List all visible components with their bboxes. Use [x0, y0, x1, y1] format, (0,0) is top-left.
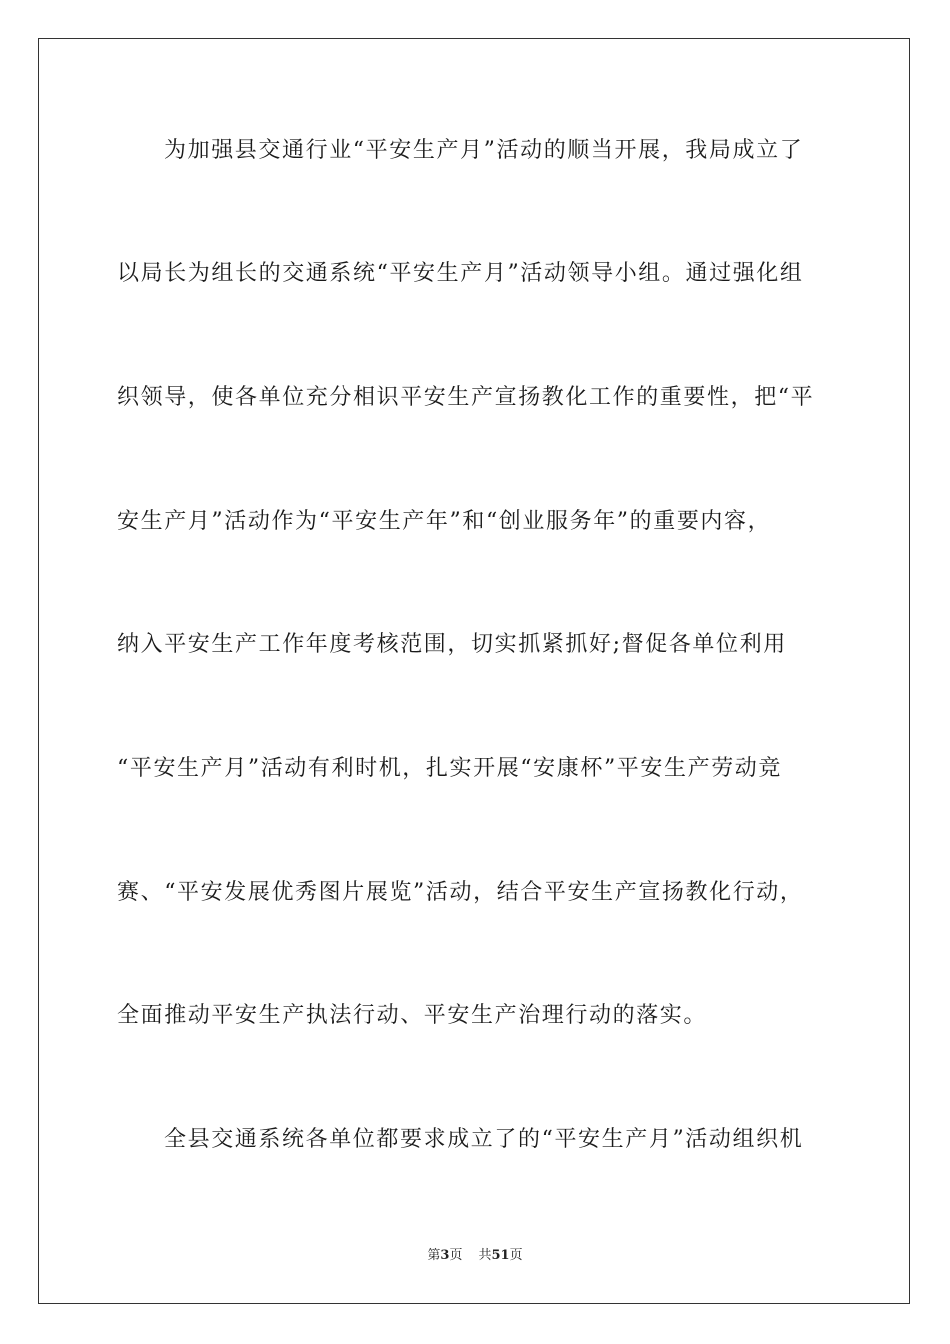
paragraph-1-line-1: 为加强县交通行业“平安生产月”活动的顺当开展，我局成立了	[164, 138, 804, 163]
paragraph-1-line-7: 赛、“平安发展优秀图片展览”活动，结合平安生产宣扬教化行动，	[117, 880, 804, 905]
paragraph-1-line-8: 全面推动平安生产执法行动、平安生产治理行动的落实。	[117, 1003, 708, 1028]
paragraph-1-line-4: 安生产月”活动作为“平安生产年”和“创业服务年”的重要内容，	[117, 509, 772, 534]
total-suffix: 页	[509, 1248, 523, 1263]
paragraph-1-line-2: 以局长为组长的交通系统“平安生产月”活动领导小组。通过强化组	[117, 261, 804, 286]
paragraph-1-line-3: 织领导，使各单位充分相识平安生产宣扬教化工作的重要性，把“平	[117, 385, 815, 410]
paragraph-2-line-1: 全县交通系统各单位都要求成立了的“平安生产月”活动组织机	[164, 1127, 804, 1152]
paragraph-1-line-6: “平安生产月”活动有利时机，扎实开展“安康杯”平安生产劳动竞	[117, 756, 782, 781]
total-pages: 51	[491, 1248, 510, 1263]
page-footer	[0, 1247, 950, 1265]
page-number: 3	[440, 1248, 450, 1263]
page-border	[38, 38, 910, 1304]
total-prefix: 共	[478, 1248, 492, 1263]
page-suffix: 页	[449, 1248, 463, 1263]
paragraph-1-line-5: 纳入平安生产工作年度考核范围，切实抓紧抓好;督促各单位利用	[117, 632, 787, 657]
page-prefix: 第	[427, 1248, 441, 1263]
